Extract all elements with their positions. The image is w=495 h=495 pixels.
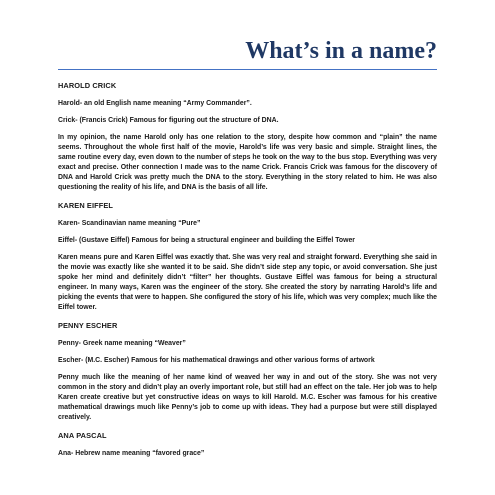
section-paragraph: In my opinion, the name Harold only has one relation to the story, despite how common and “plain” the name seems. Throughout the whole first half of the movie, Harold’s life was very basic and simple. Straight lines, the same routine every day, even down to the number of steps he took on the way to the bus stop. Everything was very exact and precise. Other connection I made was to the name Crick. Francis Crick was famous for the discovery of DNA and Harold Crick was pretty much the DNA to the story. Everything in the story related to him. He was also questioning the reality of his life, and DNA is the basis of all life. xyxy=(58,134,437,191)
name-meaning-line: Penny- Greek name meaning “Weaver” xyxy=(58,340,186,347)
surname-reference-line: Crick- (Francis Crick) Famous for figuring out the structure of DNA. xyxy=(58,117,279,124)
name-meaning-line: Ana- Hebrew name meaning “favored grace” xyxy=(58,450,205,457)
section-paragraph: Penny much like the meaning of her name kind of weaved her way in and out of the story. She was not very common in the story and didn’t play an overly important role, but still had an effect on the tale. Her job was to help Karen create creative but yet constructive ideas on ways to kill Harold. M.C. Escher was famous for his creative mathematical drawings much like Penny’s job to come up with ideas. They had a purpose but were still displayed creatively. xyxy=(58,374,437,421)
surname-reference-line: Eiffel- (Gustave Eiffel) Famous for being a structural engineer and building the Eiffel Tower xyxy=(58,237,355,244)
section-harold-crick xyxy=(58,81,437,193)
section-heading: PENNY ESCHER xyxy=(58,321,118,330)
section-penny-escher xyxy=(58,321,437,423)
title-rule xyxy=(58,69,437,70)
page-title: What’s in a name? xyxy=(245,38,437,64)
section-paragraph: Karen means pure and Karen Eiffel was exactly that. She was very real and straight forward. Everything she said in the movie was exactly like she wanted it to be said. She didn’t side step any topic, or avoid conversation. She just spoke her mind and definitely didn’t “filter” her thoughts. Gustave Eiffel was famous for being a structural engineer. In many ways, Karen was the engineer of the story. She created the story by narrating Harold’s life and picking the events that were to happen. She configured the story of his life, which was very complex; much like the Eiffel tower. xyxy=(58,254,437,311)
name-meaning-line: Karen- Scandinavian name meaning “Pure” xyxy=(58,220,201,227)
name-meaning-line: Harold- an old English name meaning “Army Commander”. xyxy=(58,100,252,107)
section-karen-eiffel xyxy=(58,201,437,313)
section-heading: HAROLD CRICK xyxy=(58,81,117,90)
section-ana-pascal xyxy=(58,431,437,458)
section-heading: KAREN EIFFEL xyxy=(58,201,113,210)
section-heading: ANA PASCAL xyxy=(58,431,107,440)
surname-reference-line: Escher- (M.C. Escher) Famous for his mathematical drawings and other various forms of artwork xyxy=(58,357,375,364)
